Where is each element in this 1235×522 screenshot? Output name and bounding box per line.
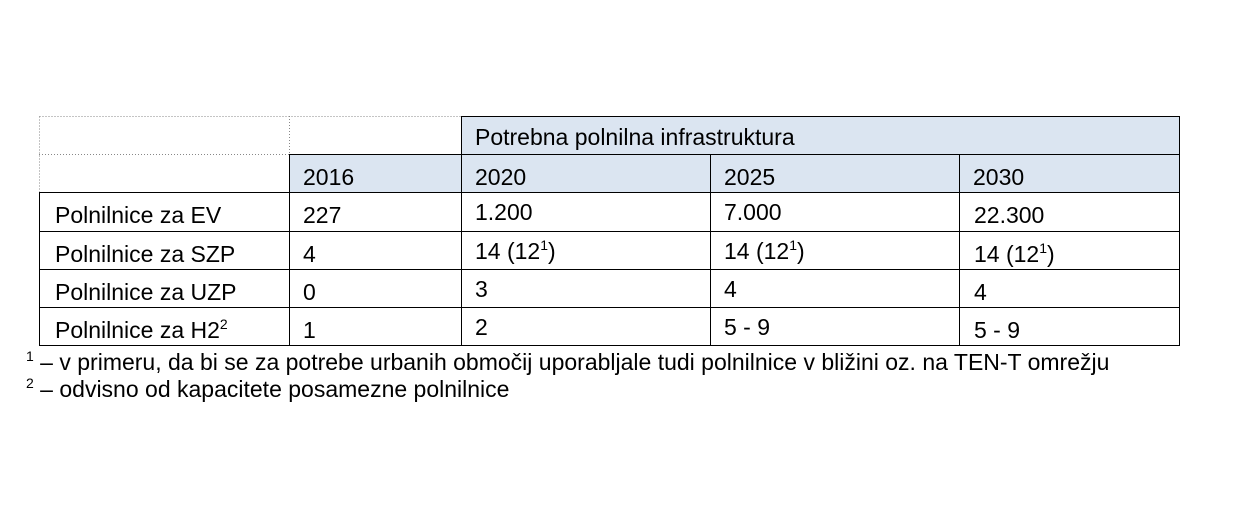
value-cell: 0	[303, 279, 316, 305]
footnote-2: $^2$ – odvisno od kapacitete posamezne polnilnice	[26, 375, 510, 402]
value-cell: 2	[475, 314, 488, 340]
value-cell: 22.300	[974, 202, 1045, 228]
value-cell: 5 - 9	[974, 317, 1021, 343]
value-cell: 14 $(12^1)$	[724, 237, 805, 264]
year-label: 2030	[973, 164, 1025, 190]
footnotes	[26, 349, 1176, 403]
row-label: Polnilnice za EV	[55, 202, 222, 228]
value-cell: 14 $(12^1)$	[974, 240, 1055, 267]
footnote-1: $^1$ – v primeru, da bi se za potrebe urbanih območij uporabljale tudi polnilnice v bližini oz. na TEN-T omrežju	[26, 348, 1110, 375]
value-cell: 5 - 9	[724, 314, 771, 340]
row-label: Polnilnice za UZP	[55, 279, 237, 305]
value-cell: 227	[303, 202, 342, 228]
year-label: 2016	[303, 164, 355, 190]
value-cell: 14 $(12^1)$	[475, 237, 556, 264]
row-label: Polnilnice za $H2^2$	[55, 316, 228, 343]
value-cell: 7.000	[724, 199, 782, 225]
year-label: 2020	[475, 164, 527, 190]
charging-infrastructure-table	[39, 116, 1180, 346]
value-cell: 4	[303, 241, 316, 267]
value-cell: 4	[974, 279, 987, 305]
value-cell: 1.200	[475, 199, 533, 225]
row-label: Polnilnice za SZP	[55, 241, 236, 267]
group-header-label: Potrebna polnilna infrastruktura	[475, 124, 795, 150]
value-cell: 3	[475, 276, 488, 302]
value-cell: 4	[724, 276, 737, 302]
year-label: 2025	[724, 164, 776, 190]
value-cell: 1	[303, 317, 316, 343]
table-gridlines	[39, 116, 1180, 346]
